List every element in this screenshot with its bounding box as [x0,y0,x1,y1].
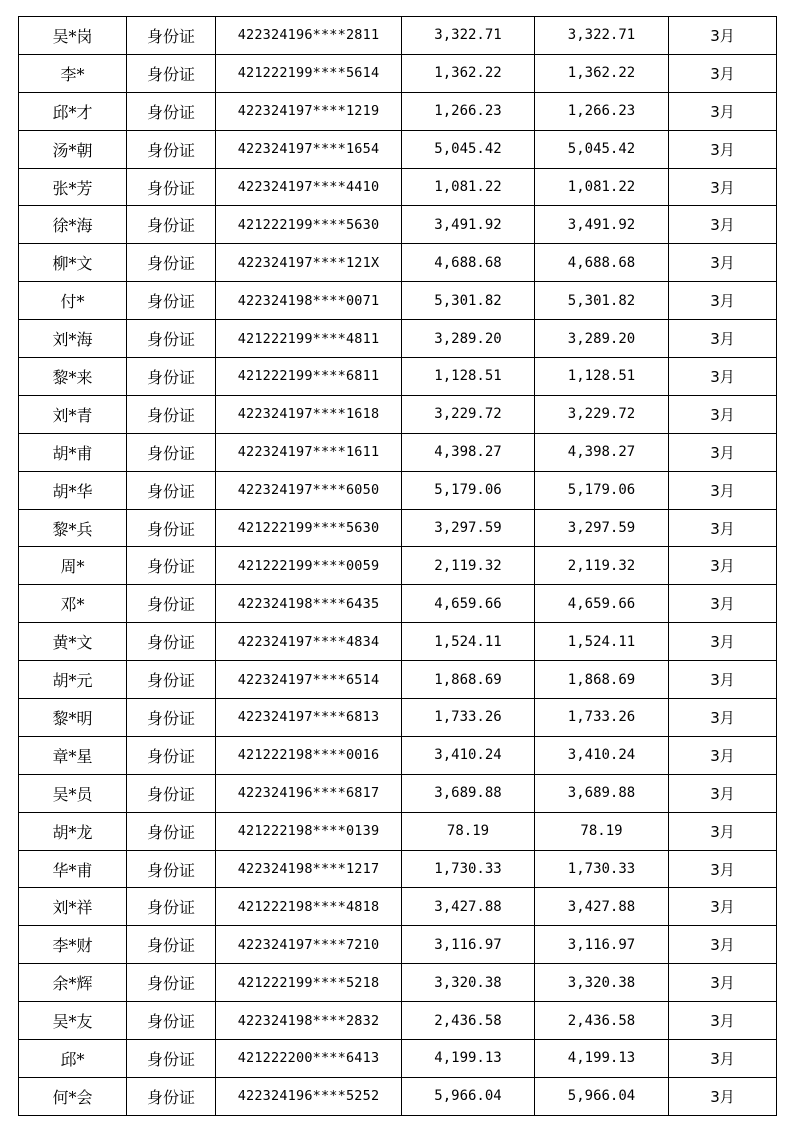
cell-amount-b: 4,398.27 [535,433,669,471]
cell-amount-b: 3,410.24 [535,736,669,774]
cell-id-type: 身份证 [127,623,216,661]
cell-name: 刘*海 [19,320,127,358]
table-row [19,17,777,55]
cell-id-number: 422324198****2832 [216,1002,402,1040]
cell-amount-a: 78.19 [402,812,535,850]
cell-name: 柳*文 [19,244,127,282]
cell-id-number: 421222199****6811 [216,358,402,396]
cell-name: 付* [19,282,127,320]
cell-id-type: 身份证 [127,1077,216,1115]
cell-name: 周* [19,547,127,585]
cell-id-type: 身份证 [127,964,216,1002]
cell-id-number: 422324197****7210 [216,926,402,964]
cell-amount-b: 1,266.23 [535,92,669,130]
cell-id-number: 421222199****5218 [216,964,402,1002]
table-row [19,1040,777,1078]
cell-id-number: 422324196****2811 [216,17,402,55]
table-row [19,850,777,888]
table-row [19,812,777,850]
cell-amount-a: 2,119.32 [402,547,535,585]
cell-id-number: 421222200****6413 [216,1040,402,1078]
cell-amount-b: 3,289.20 [535,320,669,358]
cell-id-type: 身份证 [127,585,216,623]
cell-amount-a: 1,266.23 [402,92,535,130]
cell-amount-a: 3,297.59 [402,509,535,547]
cell-id-number: 422324198****6435 [216,585,402,623]
cell-name: 胡*元 [19,661,127,699]
cell-name: 刘*青 [19,395,127,433]
cell-id-type: 身份证 [127,736,216,774]
cell-id-type: 身份证 [127,471,216,509]
cell-amount-a: 1,733.26 [402,699,535,737]
cell-id-type: 身份证 [127,395,216,433]
cell-id-number: 421222199****5614 [216,54,402,92]
cell-id-number: 422324197****1618 [216,395,402,433]
cell-month: 3月 [669,699,777,737]
cell-amount-b: 4,199.13 [535,1040,669,1078]
cell-amount-b: 1,733.26 [535,699,669,737]
cell-amount-a: 3,116.97 [402,926,535,964]
table-row [19,320,777,358]
table-row [19,736,777,774]
cell-month: 3月 [669,1002,777,1040]
cell-id-number: 422324197****4410 [216,168,402,206]
cell-amount-b: 3,116.97 [535,926,669,964]
cell-amount-a: 5,045.42 [402,130,535,168]
cell-amount-b: 1,868.69 [535,661,669,699]
table-row [19,206,777,244]
cell-id-number: 422324197****4834 [216,623,402,661]
table-row [19,92,777,130]
cell-month: 3月 [669,926,777,964]
cell-id-number: 421222198****0139 [216,812,402,850]
cell-amount-a: 3,689.88 [402,774,535,812]
cell-name: 徐*海 [19,206,127,244]
cell-id-type: 身份证 [127,17,216,55]
table-row [19,471,777,509]
cell-id-type: 身份证 [127,850,216,888]
cell-amount-a: 3,410.24 [402,736,535,774]
cell-name: 黄*文 [19,623,127,661]
cell-id-number: 422324197****1219 [216,92,402,130]
table-row [19,774,777,812]
cell-amount-a: 5,966.04 [402,1077,535,1115]
cell-month: 3月 [669,92,777,130]
cell-month: 3月 [669,888,777,926]
cell-amount-a: 3,289.20 [402,320,535,358]
table-row [19,699,777,737]
cell-name: 汤*朝 [19,130,127,168]
cell-id-number: 421222199****5630 [216,509,402,547]
cell-amount-b: 3,491.92 [535,206,669,244]
cell-month: 3月 [669,736,777,774]
cell-amount-b: 5,301.82 [535,282,669,320]
cell-amount-a: 4,199.13 [402,1040,535,1078]
cell-id-type: 身份证 [127,433,216,471]
cell-amount-a: 4,659.66 [402,585,535,623]
cell-month: 3月 [669,812,777,850]
cell-month: 3月 [669,54,777,92]
cell-month: 3月 [669,1077,777,1115]
cell-name: 华*甫 [19,850,127,888]
cell-id-number: 422324196****6817 [216,774,402,812]
cell-id-number: 422324197****6050 [216,471,402,509]
cell-name: 刘*祥 [19,888,127,926]
cell-name: 吴*岗 [19,17,127,55]
cell-amount-b: 3,320.38 [535,964,669,1002]
cell-id-number: 421222199****5630 [216,206,402,244]
cell-id-type: 身份证 [127,812,216,850]
cell-amount-b: 3,689.88 [535,774,669,812]
cell-id-number: 421222199****4811 [216,320,402,358]
cell-amount-b: 2,119.32 [535,547,669,585]
cell-amount-a: 3,491.92 [402,206,535,244]
cell-month: 3月 [669,130,777,168]
cell-name: 李* [19,54,127,92]
table-row [19,282,777,320]
roster-body [19,17,777,1116]
cell-id-type: 身份证 [127,661,216,699]
cell-name: 吴*友 [19,1002,127,1040]
cell-month: 3月 [669,623,777,661]
table-row [19,926,777,964]
cell-month: 3月 [669,206,777,244]
cell-id-type: 身份证 [127,699,216,737]
table-row [19,547,777,585]
cell-amount-b: 2,436.58 [535,1002,669,1040]
cell-id-number: 422324198****0071 [216,282,402,320]
cell-id-type: 身份证 [127,1040,216,1078]
cell-amount-a: 3,229.72 [402,395,535,433]
table-row [19,623,777,661]
cell-id-number: 421222198****0016 [216,736,402,774]
cell-month: 3月 [669,320,777,358]
cell-id-type: 身份证 [127,168,216,206]
cell-name: 邱* [19,1040,127,1078]
cell-month: 3月 [669,774,777,812]
cell-month: 3月 [669,17,777,55]
cell-id-number: 421222198****4818 [216,888,402,926]
cell-amount-b: 78.19 [535,812,669,850]
cell-name: 黎*明 [19,699,127,737]
cell-month: 3月 [669,244,777,282]
table-row [19,585,777,623]
table-row [19,888,777,926]
cell-amount-b: 5,966.04 [535,1077,669,1115]
cell-amount-b: 5,179.06 [535,471,669,509]
cell-amount-a: 4,688.68 [402,244,535,282]
table-row [19,358,777,396]
cell-amount-a: 1,081.22 [402,168,535,206]
cell-amount-a: 3,427.88 [402,888,535,926]
cell-name: 余*辉 [19,964,127,1002]
cell-id-type: 身份证 [127,1002,216,1040]
cell-id-number: 422324197****1611 [216,433,402,471]
cell-id-type: 身份证 [127,320,216,358]
cell-month: 3月 [669,471,777,509]
table-row [19,244,777,282]
cell-amount-a: 1,362.22 [402,54,535,92]
cell-name: 张*芳 [19,168,127,206]
cell-name: 吴*员 [19,774,127,812]
cell-name: 李*财 [19,926,127,964]
cell-name: 胡*华 [19,471,127,509]
cell-id-type: 身份证 [127,92,216,130]
cell-id-type: 身份证 [127,888,216,926]
cell-month: 3月 [669,433,777,471]
cell-month: 3月 [669,358,777,396]
cell-name: 邓* [19,585,127,623]
table-row [19,130,777,168]
cell-name: 黎*兵 [19,509,127,547]
cell-id-type: 身份证 [127,358,216,396]
cell-month: 3月 [669,964,777,1002]
cell-amount-b: 1,524.11 [535,623,669,661]
cell-amount-a: 5,301.82 [402,282,535,320]
cell-amount-a: 1,730.33 [402,850,535,888]
cell-name: 胡*龙 [19,812,127,850]
cell-id-number: 422324197****121X [216,244,402,282]
payment-roster-table [18,16,777,1116]
cell-month: 3月 [669,282,777,320]
table-row [19,54,777,92]
cell-amount-a: 5,179.06 [402,471,535,509]
cell-amount-b: 3,297.59 [535,509,669,547]
cell-amount-b: 1,362.22 [535,54,669,92]
cell-month: 3月 [669,547,777,585]
cell-amount-a: 1,524.11 [402,623,535,661]
cell-id-type: 身份证 [127,206,216,244]
cell-id-number: 422324197****1654 [216,130,402,168]
cell-amount-b: 4,659.66 [535,585,669,623]
cell-id-type: 身份证 [127,244,216,282]
table-row [19,433,777,471]
cell-amount-b: 5,045.42 [535,130,669,168]
cell-amount-b: 3,229.72 [535,395,669,433]
cell-amount-a: 3,320.38 [402,964,535,1002]
cell-amount-b: 3,322.71 [535,17,669,55]
cell-id-type: 身份证 [127,282,216,320]
cell-amount-a: 4,398.27 [402,433,535,471]
cell-month: 3月 [669,661,777,699]
cell-month: 3月 [669,395,777,433]
cell-amount-b: 1,081.22 [535,168,669,206]
cell-amount-b: 1,730.33 [535,850,669,888]
cell-id-type: 身份证 [127,130,216,168]
cell-amount-a: 3,322.71 [402,17,535,55]
cell-amount-b: 3,427.88 [535,888,669,926]
cell-amount-a: 1,868.69 [402,661,535,699]
cell-amount-a: 1,128.51 [402,358,535,396]
cell-month: 3月 [669,585,777,623]
table-row [19,964,777,1002]
cell-name: 何*会 [19,1077,127,1115]
cell-id-number: 422324197****6514 [216,661,402,699]
cell-name: 胡*甫 [19,433,127,471]
table-row [19,1077,777,1115]
table-row [19,395,777,433]
cell-id-number: 421222199****0059 [216,547,402,585]
cell-id-type: 身份证 [127,509,216,547]
cell-month: 3月 [669,168,777,206]
cell-name: 章*星 [19,736,127,774]
cell-amount-a: 2,436.58 [402,1002,535,1040]
table-row [19,168,777,206]
cell-amount-b: 1,128.51 [535,358,669,396]
cell-id-number: 422324196****5252 [216,1077,402,1115]
cell-month: 3月 [669,850,777,888]
cell-name: 黎*来 [19,358,127,396]
cell-id-type: 身份证 [127,926,216,964]
cell-id-type: 身份证 [127,547,216,585]
table-row [19,661,777,699]
table-row [19,1002,777,1040]
cell-id-number: 422324197****6813 [216,699,402,737]
cell-month: 3月 [669,509,777,547]
cell-name: 邱*才 [19,92,127,130]
cell-month: 3月 [669,1040,777,1078]
cell-id-type: 身份证 [127,54,216,92]
cell-id-type: 身份证 [127,774,216,812]
table-row [19,509,777,547]
cell-id-number: 422324198****1217 [216,850,402,888]
cell-amount-b: 4,688.68 [535,244,669,282]
